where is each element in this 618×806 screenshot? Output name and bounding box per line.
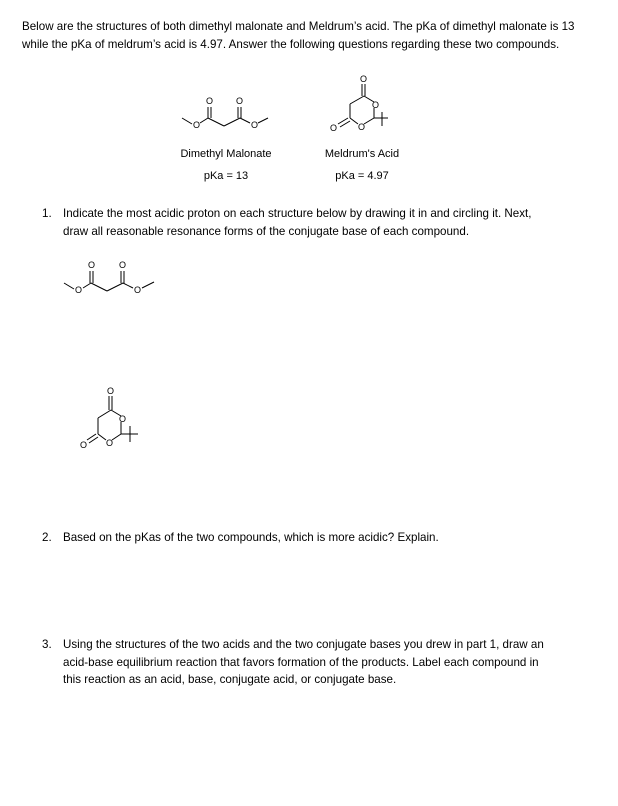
question-text: Indicate the most acidic proton on each structure below by drawing it in and circling it. Next, draw all reasonable resonance forms of the conjugate base of each compound. [63, 207, 532, 238]
meldrums-acid-pka: pKa = 4.97 [335, 170, 389, 182]
atom-label: O [134, 285, 142, 295]
atom-label: O [372, 100, 380, 110]
atom-label: O [107, 386, 115, 396]
atom-label: O [360, 74, 368, 84]
question-text: Based on the pKas of the two compounds, which is more acidic? Explain. [63, 531, 439, 544]
atom-label: O [206, 96, 214, 106]
atom-label: O [358, 122, 366, 132]
atom-label: O [236, 96, 244, 106]
atom-label: O [106, 438, 114, 448]
atom-label: O [75, 285, 83, 295]
dimethyl-malonate-structure-q1 [62, 258, 162, 300]
atom-label: O [80, 440, 88, 450]
question-number: 3. [42, 638, 52, 651]
atom-label: O [193, 120, 201, 130]
dimethyl-malonate-name: Dimethyl Malonate [180, 148, 272, 160]
intro-paragraph: Below are the structures of both dimethyl malonate and Meldrum’s acid. The pKa of dimethyl malonate is 13 while the pKa of meldrum’s acid is 4.97. Answer the following questions regarding these two compounds. [22, 20, 575, 51]
question-number: 2. [42, 531, 52, 544]
dimethyl-malonate-structure [180, 95, 270, 135]
atom-label: O [88, 260, 96, 270]
meldrums-acid-structure-q1 [80, 384, 150, 454]
atom-label: O [119, 414, 127, 424]
question-text: Using the structures of the two acids and the two conjugate bases you drew in part 1, draw an acid-base equilibrium reaction that favors formation of the products. Label each compound in this reaction as an acid, base, conjugate acid, or conjugate base. [63, 638, 544, 686]
atom-label: O [330, 123, 338, 133]
question-number: 1. [42, 207, 52, 220]
dimethyl-malonate-pka: pKa = 13 [203, 170, 249, 182]
meldrums-acid-structure [328, 74, 398, 136]
atom-label: O [251, 120, 259, 130]
atom-label: O [119, 260, 127, 270]
meldrums-acid-name: Meldrum's Acid [324, 148, 400, 160]
